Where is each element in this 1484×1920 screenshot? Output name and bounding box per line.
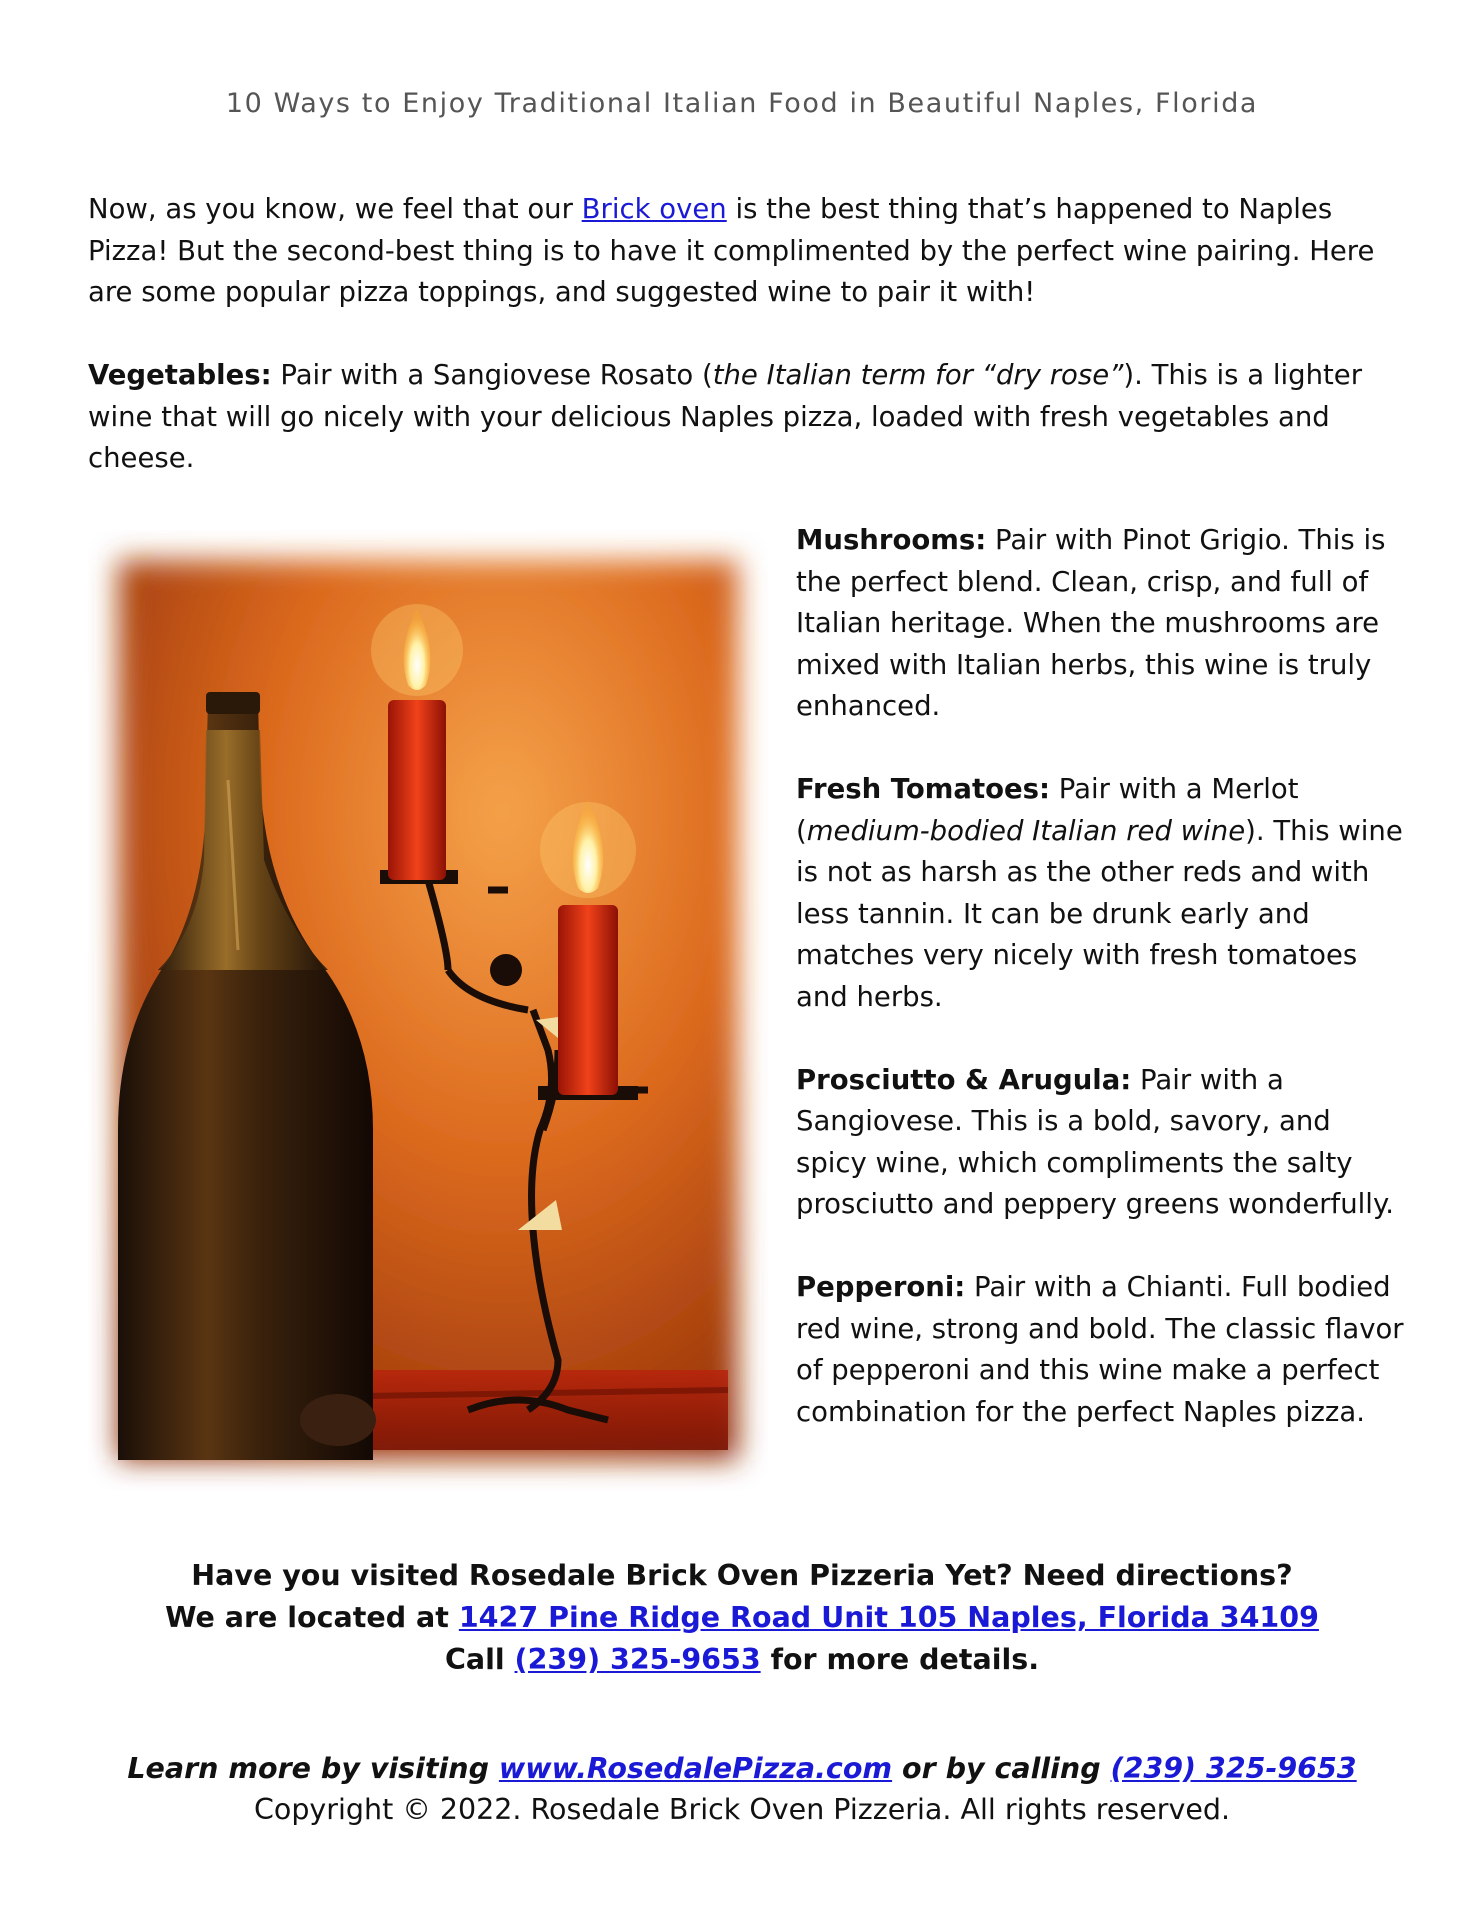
vegetables-paragraph [88,355,1408,480]
location-prefix: We are located at [165,1601,459,1634]
intro-text-start: Now, as you know, we feel that our [88,193,582,225]
contact-phone-link[interactable]: (239) 325-9653 [514,1643,761,1676]
intro-paragraph [88,189,1408,314]
website-link[interactable]: www.RosedalePizza.com [498,1752,893,1785]
prosciutto-text: Pair with a Sangiovese. This is a bold, savory, and spicy wine, which compliments the salty prosciutto and peppery greens wonderfully. [796,1063,1395,1220]
learn-prefix: Learn more by visiting [127,1752,499,1785]
candle-left-shape [388,700,446,880]
footer [0,1748,1484,1830]
address-link[interactable]: 1427 Pine Ridge Road Unit 105 Naples, Florida 34109 [458,1601,1319,1634]
learn-middle: or by calling [892,1752,1111,1785]
tomatoes-text-a: Pair with a Merlot ( [796,773,1299,847]
vegetables-italic: the Italian term for “dry rose” [712,359,1124,391]
mushrooms-text: Pair with Pinot Grigio. This is the perfect blend. Clean, crisp, and full of Italian heritage. When the mushrooms are mixed with Italian herbs, this wine is truly enhanced. [796,524,1386,722]
vegetables-label: Vegetables: [88,359,272,391]
mushrooms-paragraph [796,520,1406,728]
intro-text-end: is the best thing that’s happened to Naples Pizza! But the second-best thing is to have it complimented by the perfect wine pairing. Here are some popular pizza toppings, and suggested wine to pair it with! [88,193,1375,308]
candle-right-shape [558,905,618,1095]
pairings-column [796,520,1406,1475]
tomatoes-italic: medium-bodied Italian red wine [806,814,1246,847]
call-suffix: for more details. [760,1643,1040,1676]
tomatoes-label: Fresh Tomatoes: [796,773,1051,805]
vegetables-text-b: ). This is a lighter wine that will go nicely with your delicious Naples pizza, loaded with fresh vegetables and cheese. [88,359,1363,474]
contact-line-2 [0,1597,1484,1639]
tomatoes-text-b: ). This wine is not as harsh as the other reds and with less tannin. It can be drunk early and matches very nicely with fresh tomatoes and herbs. [796,814,1403,1013]
call-prefix: Call [444,1643,515,1676]
tomatoes-paragraph [796,769,1406,1018]
wine-candles-illustration [88,530,768,1490]
prosciutto-paragraph [796,1060,1406,1226]
mushrooms-label: Mushrooms: [796,524,987,556]
pepperoni-paragraph [796,1267,1406,1433]
contact-block [0,1555,1484,1681]
copyright-text: Copyright © 2022. Rosedale Brick Oven Pizzeria. All rights reserved. [254,1793,1230,1826]
brick-oven-link[interactable]: Brick oven [581,193,727,225]
footer-phone-link[interactable]: (239) 325-9653 [1110,1752,1357,1785]
vegetables-text-a: Pair with a Sangiovese Rosato ( [271,359,713,391]
page-header-title: 10 Ways to Enjoy Traditional Italian Food in Beautiful Naples, Florida [225,88,1259,119]
pepperoni-text: Pair with a Chianti. Full bodied red wine, strong and bold. The classic flavor of pepperoni and this wine make a perfect combination for the perfect Naples pizza. [796,1271,1404,1428]
contact-line-1: Have you visited Rosedale Brick Oven Pizzeria Yet? Need directions? [191,1559,1293,1592]
contact-line-3 [0,1639,1484,1681]
pepperoni-label: Pepperoni: [796,1271,966,1303]
learn-more-line [0,1748,1484,1789]
prosciutto-label: Prosciutto & Arugula: [796,1063,1132,1096]
wine-candles-photo [88,530,768,1490]
cork-shape [300,1394,376,1446]
